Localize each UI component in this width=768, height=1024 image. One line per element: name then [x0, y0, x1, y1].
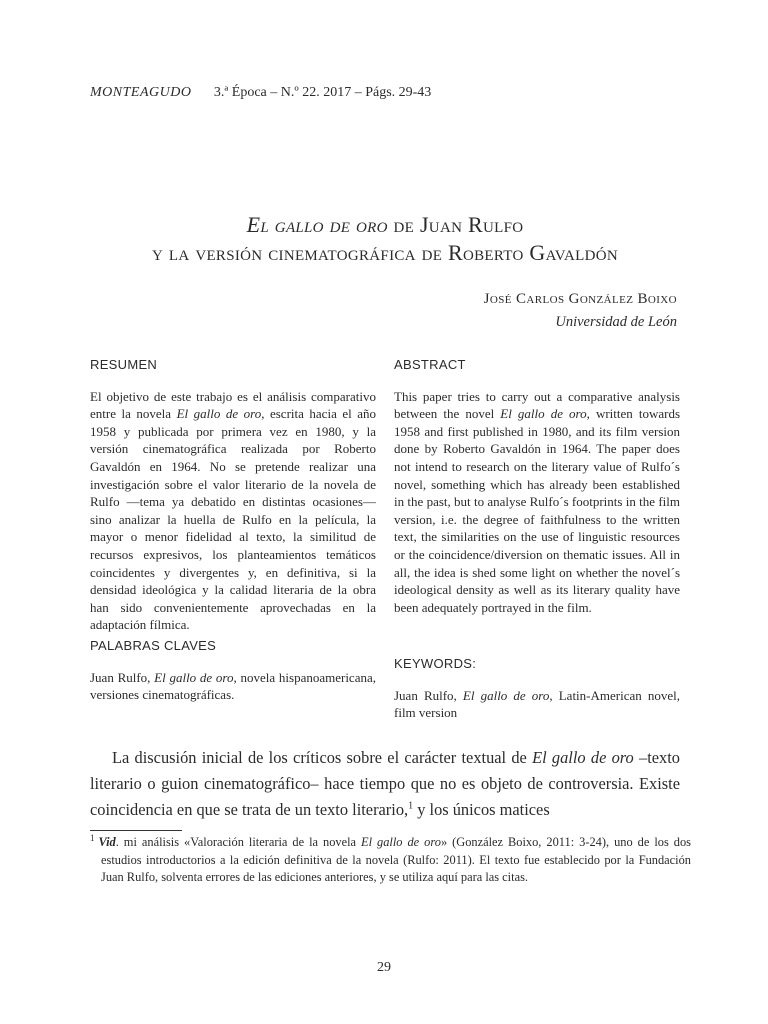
abstract-text: [394, 388, 680, 617]
issue-info: 3.ª Época – N.º 22. 2017 – Págs. 29-43: [213, 85, 432, 100]
page-number: 29: [377, 960, 391, 975]
body-paragraph: [90, 745, 680, 823]
footnote-text-b: » (González Boixo, 2011: 3-24), uno de los dos estudios introductorios a la edición definitiva de la novela (Rulfo: 2011). El texto fue establecido por la Fundación Juan Rulfo, solventa errores de las ediciones anteriores, y se utiliza aquí para las citas.: [101, 835, 691, 885]
title-author-part: de Juan Rulfo: [387, 212, 524, 237]
footnote-rule: [90, 830, 182, 831]
abstract-text-b: , written towards 1958 and first published in 1980, and its film version done by Roberto Gavaldón in 1964. The paper does not intend to research on the literary value of Rulfo´s novel, something which has already been established in the past, but to analyse Rulfo´s footprints in the film version, i.e. the degree of faithfulness to the written text, the similarities on the use of linguistic resources or the coincidence/diversion on thematic issues. All in all, the idea is shed some light on whether the novel´s ideological density as well as its literary quality have been adequately portrayed in the film.: [394, 406, 681, 615]
palabras-claves-text-a: Juan Rulfo,: [90, 669, 155, 685]
footnote-text-a: . mi análisis «Valoración literaria de la novela: [115, 835, 362, 849]
abstract-heading: ABSTRACT: [394, 357, 466, 372]
article-title-line-1: [40, 212, 730, 238]
keywords-text-b: , Latin-American novel, film version: [394, 687, 680, 721]
author-affiliation: Universidad de León: [555, 314, 677, 330]
footnote-reference[interactable]: 1: [408, 800, 414, 812]
keywords-section: [394, 655, 680, 722]
abstract-section: [394, 356, 680, 616]
palabras-claves-text-italic: El gallo de oro: [154, 669, 234, 685]
palabras-claves-text-b: , novela hispanoamericana, versiones cinematográficas.: [90, 669, 376, 703]
footnote-vid: Vid: [98, 835, 116, 849]
abstract-text-italic: El gallo de oro: [500, 406, 587, 422]
footnote-number: 1: [90, 832, 95, 843]
resumen-text: [90, 388, 376, 634]
footnote-text-italic: El gallo de oro: [361, 835, 441, 849]
palabras-claves-heading: PALABRAS CLAVES: [90, 638, 217, 653]
keywords-text-a: Juan Rulfo,: [394, 687, 463, 703]
keywords-heading: KEYWORDS:: [394, 656, 477, 671]
keywords-text-italic: El gallo de oro: [462, 687, 550, 703]
resumen-section: [90, 356, 376, 634]
title-novel-name: El gallo de oro: [246, 212, 388, 237]
author-name: José Carlos González Boixo: [483, 291, 677, 307]
body-text-a: La discusión inicial de los críticos sobre el carácter textual de: [112, 748, 533, 767]
resumen-text-italic: El gallo de oro: [176, 406, 262, 422]
article-title-line-2: y la versión cinematográfica de Roberto Gavaldón: [152, 240, 618, 265]
resumen-heading: RESUMEN: [90, 357, 158, 372]
body-text-c: y los únicos matices: [413, 800, 550, 819]
body-text-b: –texto literario o guion cinematográfico– hace tiempo que no es objeto de controversia. Existe coincidencia en que se trata de un texto literario,: [90, 748, 680, 819]
palabras-claves-section: [90, 637, 376, 704]
abstract-text-a: This paper tries to carry out a comparative analysis between the novel: [394, 388, 680, 422]
journal-name: MONTEAGUDO: [90, 85, 192, 100]
keywords-text: [394, 687, 680, 722]
resumen-text-b: , escrita hacia el año 1958 y publicada por primera vez en 1980, y la versión cinematográfica realizada por Roberto Gavaldón en 1964. No se pretende realizar una investigación sobre el valor literario de la novela de Rulfo —tema ya debatido en distintas ocasiones— sino analizar la huella de Rulfo en la película, la mayor o menor fidelidad al texto, la similitud de recursos expresivos, los planteamientos temáticos coincidentes y divergentes y, en definitiva, si la densidad ideológica y la calidad literaria de la obra han sido convenientemente aprovechadas en la adaptación fílmica.: [90, 406, 377, 633]
resumen-text-a: El objetivo de este trabajo es el análisis comparativo entre la novela: [90, 388, 376, 422]
running-head: [90, 84, 431, 101]
footnote: [90, 834, 691, 887]
palabras-claves-text: [90, 669, 376, 704]
body-text-italic: El gallo de oro: [532, 748, 634, 767]
